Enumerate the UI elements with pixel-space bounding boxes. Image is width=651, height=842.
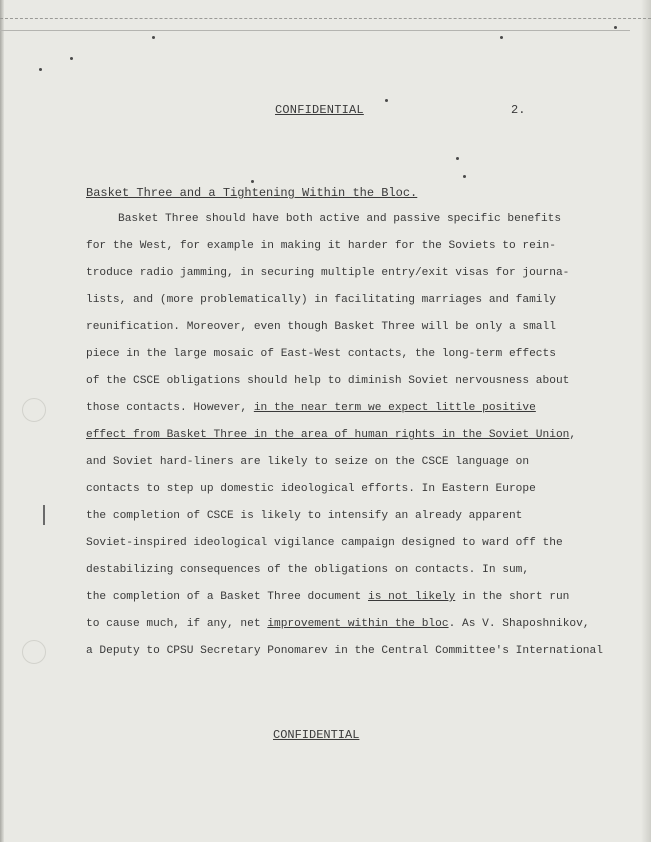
body-line: destabilizing consequences of the obligations on contacts. In sum, [86, 564, 530, 576]
scan-top-rule-secondary [0, 30, 630, 31]
body-line: for the West, for example in making it harder for the Soviets to rein- [86, 240, 556, 252]
scan-top-rule [0, 18, 651, 19]
underlined-text: effect from Basket Three in the area of human rights in the Soviet Union [86, 429, 570, 441]
scan-speck [152, 36, 155, 39]
scan-right-edge [641, 0, 651, 842]
footer-classification: CONFIDENTIAL [273, 728, 360, 742]
body-line: Soviet-inspired ideological vigilance campaign designed to ward off the [86, 537, 563, 549]
body-line: Basket Three should have both active and passive specific benefits [118, 213, 562, 225]
punch-hole-mark [22, 640, 46, 664]
body-text-span: the completion of a Basket Three document [86, 591, 368, 603]
body-line: and Soviet hard-liners are likely to seize on the CSCE language on [86, 456, 530, 468]
scan-speck [385, 99, 388, 102]
body-line [86, 584, 606, 611]
section-heading: Basket Three and a Tightening Within the Bloc. [86, 186, 418, 200]
scan-left-edge [0, 0, 4, 842]
body-line: of the CSCE obligations should help to diminish Soviet nervousness about [86, 375, 570, 387]
body-line [86, 395, 606, 422]
body-text-span: in the short run [455, 591, 570, 603]
scan-speck [500, 36, 503, 39]
body-line: piece in the large mosaic of East-West contacts, the long-term effects [86, 348, 556, 360]
scan-speck [39, 68, 42, 71]
underlined-text: in the near term we expect little positive [253, 402, 536, 414]
body-line: lists, and (more problematically) in facilitating marriages and family [86, 294, 556, 306]
body-line: the completion of CSCE is likely to intensify an already apparent [86, 510, 523, 522]
body-paragraph [86, 206, 606, 665]
body-line: a Deputy to CPSU Secretary Ponomarev in the Central Committee's International [86, 645, 603, 657]
body-line: troduce radio jamming, in securing multiple entry/exit visas for journa- [86, 267, 570, 279]
body-line [86, 611, 606, 638]
body-text-span: those contacts. However, [86, 402, 254, 414]
scan-speck [456, 157, 459, 160]
body-line: reunification. Moreover, even though Basket Three will be only a small [86, 321, 556, 333]
body-line [86, 422, 606, 449]
scan-speck [251, 180, 254, 183]
body-text-span: . As V. Shaposhnikov, [448, 618, 590, 630]
body-text-span: to cause much, if any, net [86, 618, 268, 630]
header-classification: CONFIDENTIAL [275, 103, 364, 117]
scan-speck [70, 57, 73, 60]
underlined-text: improvement within the bloc [267, 618, 449, 630]
scan-speck [463, 175, 466, 178]
punch-hole-mark [22, 398, 46, 422]
body-line: contacts to step up domestic ideological efforts. In Eastern Europe [86, 483, 536, 495]
underlined-text: is not likely [367, 591, 456, 603]
margin-mark [43, 505, 45, 525]
page-number: 2. [511, 103, 526, 117]
scan-speck [614, 26, 617, 29]
body-text-span: , [569, 429, 577, 441]
